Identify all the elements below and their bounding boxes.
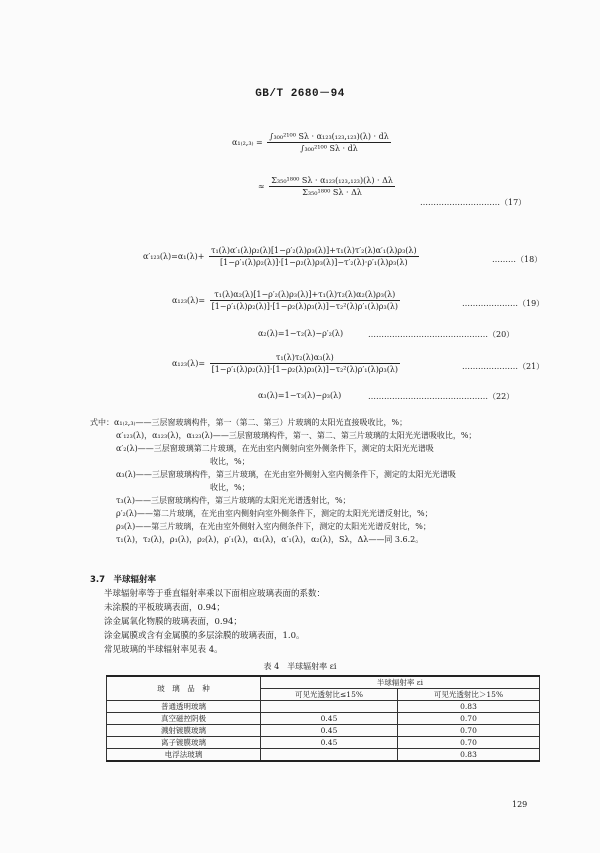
table-header-row — [107, 676, 540, 689]
low-value-cell — [261, 749, 398, 762]
equation-17-number: …………………………（17） — [420, 198, 527, 207]
section-line: 未涂膜的平板玻璃表面，0.94； — [104, 603, 225, 613]
equation-19-numerator: τ₁(λ)α₂(λ)[1−ρ′₂(λ)ρ₃(λ)]+τ₁(λ)τ₂(λ)α₂(λ)ρ₃(λ) — [210, 290, 400, 301]
table-row — [107, 737, 540, 749]
table-row — [107, 749, 540, 762]
high-value-cell: 0.70 — [398, 737, 540, 749]
equation-17-fraction-sum — [269, 176, 395, 197]
equation-18-number: ………（18） — [492, 255, 543, 264]
low-value-cell: 0.45 — [261, 713, 398, 725]
equation-21-numerator: τ₁(λ)τ₂(λ)α₃(λ) — [210, 353, 400, 364]
equation-21 — [172, 353, 400, 374]
equation-19-denominator: [1−ρ′₁(λ)ρ₂(λ)]·[1−ρ₂(λ)ρ₃(λ)]−τ₂²(λ)ρ′₁(λ)ρ₃(λ) — [211, 302, 399, 311]
equation-17-integral-denominator: ∫₃₀₀²¹⁰⁰ Sλ · dλ — [300, 144, 358, 153]
equation-18-lhs: α′₁₂₃(λ)=α₁(λ)+ — [143, 252, 205, 261]
glass-name-cell: 离子镀膜玻璃 — [107, 737, 261, 749]
definition-line: α′₂(λ)——三层窗玻璃第二片玻璃，在光由室内侧射向室外侧条件下，测定的太阳光光谱吸 — [116, 444, 434, 453]
definition-line: ρ′₂(λ)——第二片玻璃，在光由室内侧射向室外侧条件下，测定的太阳光光谱反射比，%； — [116, 509, 433, 518]
equation-21-fraction — [210, 353, 400, 374]
equation-17-sum-numerator: Σ₃₅₀¹⁸⁰⁰ Sλ · α₁₂₃(₁₂₃,₁₂₃)(λ) · Δλ — [271, 176, 393, 185]
equation-20-number: ………………………………………（20） — [368, 330, 515, 339]
variable-definitions — [90, 416, 530, 546]
equation-17-lhs: α₁₍₂,₃₎ = — [232, 138, 263, 147]
column-header-emissivity: 半球辐射率 εi — [261, 676, 540, 689]
section-line: 涂金属膜或含有金属膜的多层涂膜的玻璃表面，1.0。 — [104, 631, 305, 641]
equation-17-approx-sign: ≈ — [258, 182, 265, 191]
table-row — [107, 725, 540, 737]
glass-name-cell: 普通透明玻璃 — [107, 701, 261, 713]
definition-line: 式中：α₁₍₂,₃₎——三层窗玻璃构件，第一（第二、第三）片玻璃的太阳光直接吸收比，%； — [90, 418, 408, 427]
table-4-caption: 表 4 半球辐射率 εi — [263, 662, 337, 671]
equation-21-denominator: [1−ρ′₁(λ)ρ₂(λ)]·[1−ρ₂(λ)ρ₃(λ)]−τ₂²(λ)ρ′₁(λ)ρ₃(λ) — [211, 365, 399, 374]
equation-17-sum-denominator: Σ₃₅₀¹⁸⁰⁰ Sλ · Δλ — [302, 188, 362, 197]
equation-22: α₃(λ)=1−τ₃(λ)−ρ₃(λ) — [258, 391, 342, 400]
equation-20: α₂(λ)=1−τ₂(λ)−ρ′₂(λ) — [258, 329, 344, 338]
definition-line: 收比，%； — [210, 483, 250, 492]
equation-19-fraction — [210, 290, 400, 311]
definition-line: α′₁₂₃(λ)，α₁₂₃(λ)，α₁₂₃(λ)——三层窗玻璃构件，第一、第二、第三片玻璃的太阳光光谱吸收比，%； — [116, 431, 477, 440]
equation-17-part2 — [258, 176, 395, 197]
definition-line: ρ₃(λ)——第三片玻璃，在光由室外侧射入室内侧条件下，测定的太阳光光谱反射比，%； — [116, 522, 431, 531]
section-3-7 — [90, 573, 530, 657]
equation-21-number: …………………（21） — [462, 362, 545, 371]
equation-18-fraction — [209, 246, 419, 267]
equation-18-denominator: [1−ρ′₁(λ)ρ₂(λ)]·[1−ρ₂(λ)ρ₃(λ)]−τ′₂(λ)·ρ′₁(λ)ρ₃(λ) — [220, 258, 408, 267]
section-line: 半球辐射率等于垂直辐射率乘以下面相应玻璃表面的系数： — [104, 589, 326, 599]
equation-22-number: ………………………………………（22） — [368, 392, 515, 401]
low-value-cell — [261, 701, 398, 713]
glass-name-cell: 电浮法玻璃 — [107, 749, 261, 762]
definition-line: 收比，%； — [210, 457, 250, 466]
definition-line: τ₃(λ)——三层窗玻璃构件，第三片玻璃的太阳光光谱透射比，%； — [116, 496, 351, 505]
equation-17-fraction-integral — [267, 132, 391, 153]
equation-18-numerator: τ₁(λ)α′₁(λ)ρ₂(λ)[1−ρ′₂(λ)ρ₃(λ)]+τ₁(λ)τ′₂(λ)α′₁(λ)ρ₃(λ) — [211, 246, 417, 255]
low-value-cell: 0.45 — [261, 725, 398, 737]
low-value-cell: 0.45 — [261, 737, 398, 749]
column-header-low-transmittance: 可见光透射比≤15% — [261, 689, 398, 701]
high-value-cell: 0.83 — [398, 701, 540, 713]
table-row — [107, 701, 540, 713]
section-line: 涂金属氧化物膜的玻璃表面，0.94； — [104, 617, 242, 627]
column-header-high-transmittance: 可见光透射比＞15% — [398, 689, 540, 701]
column-header-glass-type: 玻 璃 品 种 — [107, 676, 261, 701]
equation-17-integral-numerator: ∫₃₀₀²¹⁰⁰ Sλ · α₁₂₃(₁₂₃,₁₂₃)(λ) · dλ — [269, 132, 389, 141]
equation-17-part1 — [232, 132, 391, 153]
equation-19-lhs: α₁₂₃(λ)= — [172, 296, 206, 305]
glass-name-cell: 溅射镀膜玻璃 — [107, 725, 261, 737]
equation-19 — [172, 290, 400, 311]
equation-21-lhs: α₁₂₃(λ)= — [172, 359, 206, 368]
high-value-cell: 0.70 — [398, 713, 540, 725]
equation-18 — [143, 246, 419, 267]
glass-name-cell: 真空磁控阴极 — [107, 713, 261, 725]
equation-19-number: …………………（19） — [462, 299, 545, 308]
high-value-cell: 0.83 — [398, 749, 540, 762]
table-row — [107, 713, 540, 725]
section-line: 常见玻璃的半球辐射率见表 4。 — [104, 645, 223, 655]
definition-line: τ₁(λ)，τ₂(λ)，ρ₁(λ)，ρ₂(λ)，ρ′₁(λ)，α₁(λ)，α′₁(λ)，α₂(λ)，Sλ，Δλ——同 3.6.2。 — [116, 535, 424, 544]
page-number: 129 — [512, 800, 528, 809]
definition-line: α₃(λ)——三层窗玻璃构件，第三片玻璃，在光由室外侧射入室内侧条件下，测定的太阳光光谱吸 — [116, 470, 456, 479]
section-title: 3.7 半球辐射率 — [90, 575, 157, 585]
table-4 — [106, 675, 540, 762]
high-value-cell: 0.70 — [398, 725, 540, 737]
page-header: GB/T 2680－94 — [255, 88, 345, 100]
